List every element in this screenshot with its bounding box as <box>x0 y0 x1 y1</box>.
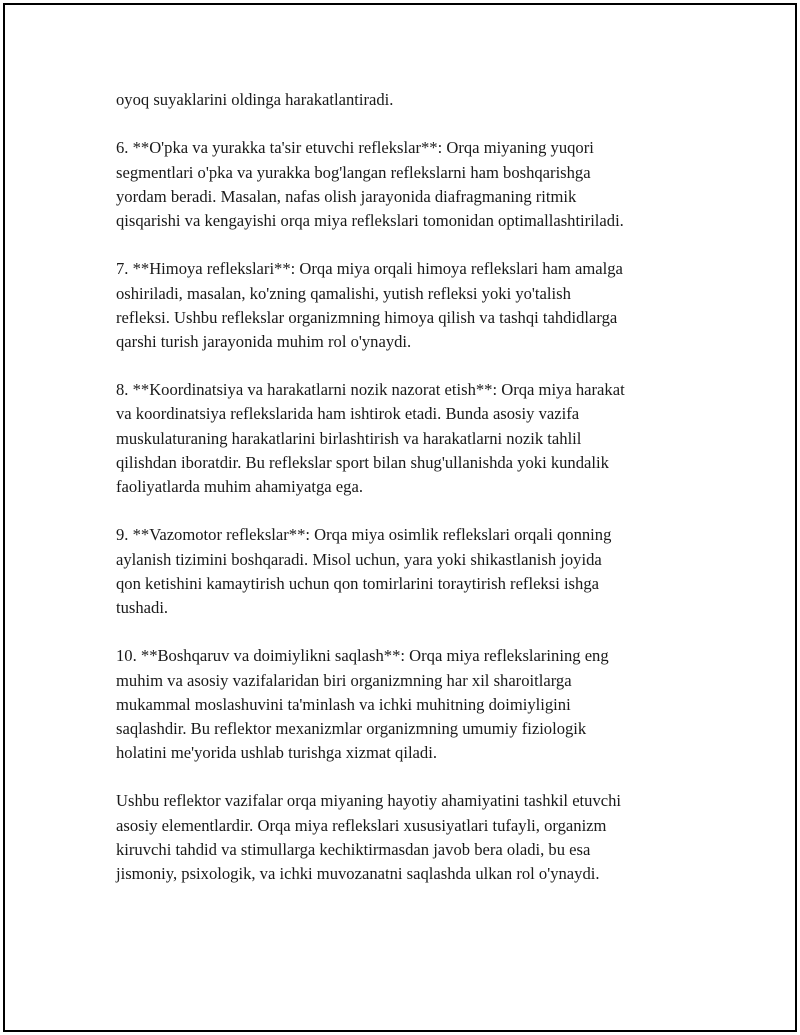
text-line: faoliyatlarda muhim ahamiyatga ega. <box>116 477 363 496</box>
paragraph-9-vasomotor-reflexes <box>116 523 696 620</box>
text-line: segmentlari o'pka va yurakka bog'langan reflekslarni ham boshqarishga <box>116 162 591 182</box>
paragraph-8-coordination <box>116 378 696 499</box>
text-line: 9. **Vazomotor reflekslar**: Orqa miya osimlik reflekslari orqali qonning <box>116 525 612 545</box>
text-line: qilishdan iboratdir. Bu reflekslar sport bilan shug'ullanishda yoki kundalik <box>116 452 609 472</box>
text-line: saqlashdir. Bu reflektor mexanizmlar organizmning umumiy fiziologik <box>116 718 587 738</box>
text-line: qisqarishi va kengayishi orqa miya reflekslari tomonidan optimallashtiriladi. <box>116 210 624 230</box>
text-line: va koordinatsiya reflekslarida ham ishtirok etadi. Bunda asosiy vazifa <box>116 404 580 424</box>
text-line: yordam beradi. Masalan, nafas olish jarayonida diafragmaning ritmik <box>116 186 577 206</box>
paragraph-conclusion <box>116 789 696 886</box>
paragraph-continuation <box>116 88 696 112</box>
text-line: 8. **Koordinatsiya va harakatlarni nozik nazorat etish**: Orqa miya harakat <box>116 380 625 400</box>
text-line: refleksi. Ushbu reflekslar organizmning himoya qilish va tashqi tahdidlarga <box>116 307 618 327</box>
paragraph-7-protective-reflexes <box>116 257 696 354</box>
text-line: qon ketishini kamaytirish uchun qon tomirlarini toraytirish refleksi ishga <box>116 573 599 593</box>
text-line: oshiriladi, masalan, ko'zning qamalishi, yutish refleksi yoki yo'talish <box>116 283 571 303</box>
text-line: mukammal moslashuvini ta'minlash va ichki muhitning doimiyligini <box>116 694 571 714</box>
text-line: asosiy elementlardir. Orqa miya reflekslari xususiyatlari tufayli, organizm <box>116 815 607 835</box>
text-line: qarshi turish jarayonida muhim rol o'ynaydi. <box>116 331 412 351</box>
text-line: jismoniy, psixologik, va ichki muvozanatni saqlashda ulkan rol o'ynaydi. <box>116 864 600 883</box>
text-line: aylanish tizimini boshqaradi. Misol uchun, yara yoki shikastlanish joyida <box>116 549 602 569</box>
text-line: muskulaturaning harakatlarini birlashtirish va harakatlarni nozik tahlil <box>116 428 582 448</box>
text-line: 7. **Himoya reflekslari**: Orqa miya orqali himoya reflekslari ham amalga <box>116 259 623 279</box>
paragraph-6-lung-heart-reflexes <box>116 136 696 233</box>
text-line: kiruvchi tahdid va stimullarga kechiktirmasdan javob bera oladi, bu esa <box>116 839 591 859</box>
text-line: 10. **Boshqaruv va doimiylikni saqlash**: Orqa miya reflekslarining eng <box>116 646 609 666</box>
paragraph-10-control-homeostasis <box>116 644 696 765</box>
text-line: tushadi. <box>116 597 169 617</box>
text-line: Ushbu reflektor vazifalar orqa miyaning hayotiy ahamiyatini tashkil etuvchi <box>116 791 622 811</box>
text-line: oyoq suyaklarini oldinga harakatlantiradi. <box>116 90 394 109</box>
text-line: muhim va asosiy vazifalaridan biri organizmning har xil sharoitlarga <box>116 670 572 690</box>
text-line: holatini me'yorida ushlab turishga xizmat qiladi. <box>116 743 437 763</box>
document-body <box>116 88 696 886</box>
text-line: 6. **O'pka va yurakka ta'sir etuvchi reflekslar**: Orqa miyaning yuqori <box>116 138 594 158</box>
